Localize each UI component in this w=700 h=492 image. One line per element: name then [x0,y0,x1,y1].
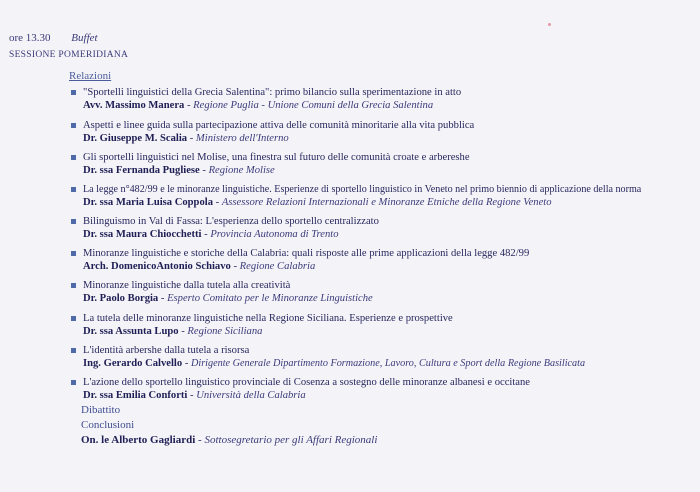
speaker-name: Avv. Massimo Manera [83,100,185,111]
bullet-icon [71,90,76,95]
speaker-role: Regione Calabria [239,261,316,272]
talk-title: Gli sportelli linguistici nel Molise, una finestra sul futuro delle comunità croate e arbereshe [83,152,470,163]
bullet-icon [71,316,76,321]
talk-title: Minoranze linguistiche e storiche della Calabria: quali risposte alle prime applicazioni della legge 482/99 [83,248,530,259]
paper-speck [548,23,551,26]
talk-title: Aspetti e linee guida sulla partecipazione attiva delle comunità minoritarie alla vita pubblica [83,120,475,131]
speaker-line: Dr. ssa Maria Luisa Coppola - Assessore Relazioni Internazionali e Minoranze Etniche della Regione Veneto [83,197,552,208]
relazioni-heading: Relazioni [69,70,112,82]
talk-title: L'azione dello sportello linguistico provinciale di Cosenza a sostegno delle minoranze albanesi e occitane [83,377,530,388]
speaker-name: Dr. ssa Maura Chiocchetti [83,229,202,240]
speaker-line: Dr. ssa Maura Chiocchetti - Provincia Autonoma di Trento [83,229,339,240]
talk-title: Bilinguismo in Val di Fassa: L'esperienza dello sportello centralizzato [83,216,379,227]
speaker-role: Regione Puglia - Unione Comuni della Grecia Salentina [193,100,434,111]
closing-speaker: On. le Alberto Gagliardi - Sottosegretario per gli Affari Regionali [81,434,378,446]
speaker-line: Dr. Paolo Borgia - Esperto Comitato per le Minoranze Linguistiche [83,293,373,304]
speaker-name: Dr. Paolo Borgia [83,293,159,304]
speaker-name: Dr. ssa Emilia Conforti [83,390,188,401]
speaker-role: Esperto Comitato per le Minoranze Linguistiche [167,293,373,304]
speaker-role: Regione Siciliana [187,326,263,337]
speaker-name: Dr. ssa Fernanda Pugliese [83,165,200,176]
speaker-line: Avv. Massimo Manera - Regione Puglia - Unione Comuni della Grecia Salentina [83,100,434,111]
closing-speaker-name: On. le Alberto Gagliardi [81,434,196,446]
conclusioni-label: Conclusioni [81,419,135,431]
speaker-line: Dr. Giuseppe M. Scalia - Ministero dell'Interno [83,133,289,144]
speaker-line: Arch. DomenicoAntonio Schiavo - Regione Calabria [83,261,316,272]
speaker-role: Regione Molise [208,165,275,176]
bullet-icon [71,380,76,385]
speaker-name: Dr. Giuseppe M. Scalia [83,133,188,144]
speaker-name: Dr. ssa Maria Luisa Coppola [83,197,213,208]
closing-speaker-role: Sottosegretario per gli Affari Regionali [204,434,378,446]
bullet-icon [71,251,76,256]
bullet-icon [71,348,76,353]
schedule-time-line [9,32,98,44]
speaker-name: Dr. ssa Assunta Lupo [83,326,179,337]
speaker-role: Assessore Relazioni Internazionali e Minoranze Etniche della Regione Veneto [221,197,552,208]
bullet-icon [71,219,76,224]
talk-title: La tutela delle minoranze linguistiche nella Regione Siciliana. Esperienze e prospettive [83,313,453,324]
bullet-icon [71,123,76,128]
speaker-line: Dr. ssa Assunta Lupo - Regione Siciliana [83,326,263,337]
time-label: ore 13.30 [9,32,51,44]
speaker-line: Dr. ssa Emilia Conforti - Università della Calabria [83,390,306,401]
speaker-name: Ing. Gerardo Calvello [83,358,183,369]
bullet-icon [71,283,76,288]
bullet-icon [71,187,76,192]
talk-title: "Sportelli linguistici della Grecia Salentina": primo bilancio sulla sperimentazione in atto [83,87,462,98]
speaker-role: Provincia Autonoma di Trento [210,229,339,240]
talk-title: L'identità arbershe dalla tutela a risorsa [83,345,250,356]
talk-title: La legge n°482/99 e le minoranze linguistiche. Esperienze di sportello linguistico in Veneto nel primo biennio di applicazione della norma [83,184,642,195]
buffet-label: Buffet [71,32,98,44]
dibattito-label: Dibattito [81,404,121,416]
bullet-icon [71,155,76,160]
speaker-line: Dr. ssa Fernanda Pugliese - Regione Molise [83,165,275,176]
session-heading: SESSIONE POMERIDIANA [9,50,129,60]
speaker-line: Ing. Gerardo Calvello - Dirigente Generale Dipartimento Formazione, Lavoro, Cultura e Sport della Regione Basilicata [83,358,586,369]
speaker-role: Università della Calabria [196,390,306,401]
speaker-role: Dirigente Generale Dipartimento Formazione, Lavoro, Cultura e Sport della Regione Basilicata [191,358,586,369]
speaker-role: Ministero dell'Interno [195,133,289,144]
speaker-name: Arch. DomenicoAntonio Schiavo [83,261,231,272]
talk-title: Minoranze linguistiche dalla tutela alla creatività [83,280,291,291]
